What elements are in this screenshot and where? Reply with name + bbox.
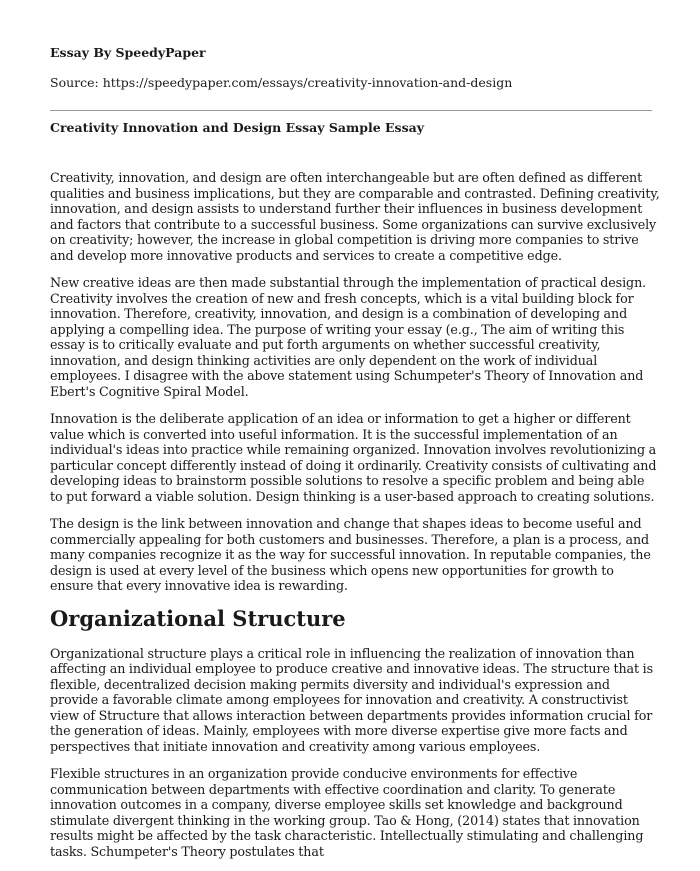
brand-title: Essay By SpeedyPaper <box>50 45 206 60</box>
paragraph: Innovation is the deliberate application of an idea or information to get a higher or different value which is converted into useful information. It is the successful implementation of an individual's ideas into practice while remaining organized. Innovation involves revolutionizing a particular concept differently instead of doing it ordinarily. Creativity consists of cultivating and developing ideas to brainstorm possible solutions to resolve a specific problem and being able to put forward a viable solution. Design thinking is a user-based approach to creating solutions. <box>50 411 657 504</box>
document-title: Creativity Innovation and Design Essay Sample Essay <box>50 120 424 135</box>
divider <box>50 110 652 111</box>
paragraph: Flexible structures in an organization provide conducive environments for effective communication between departments with effective coordination and clarity. To generate innovation outcomes in a company, diverse employee skills set knowledge and background stimulate divergent thinking in the working group. Tao & Hong, (2014) states that innovation results might be affected by the task characteristic. Intellectually stimulating and challenging tasks. Schumpeter's Theory postulates that <box>50 766 644 859</box>
source-line: Source: https://speedypaper.com/essays/creativity-innovation-and-design <box>50 75 513 90</box>
paragraph: The design is the link between innovation and change that shapes ideas to become useful and commercially appealing for both customers and businesses. Therefore, a plan is a process, and many companies recognize it as the way for successful innovation. In reputable companies, the design is used at every level of the business which opens new opportunities for growth to ensure that every innovative idea is rewarding. <box>50 516 651 593</box>
paragraph: Creativity, innovation, and design are often interchangeable but are often defined as different qualities and business implications, but they are comparable and contrasted. Defining creativity, innovation, and design assists to understand further their influences in business development and factors that contribute to a successful business. Some organizations can survive exclusively on creativity; however, the increase in global competition is driving more companies to strive and develop more innovative products and services to create a competitive edge. <box>50 170 660 263</box>
section-heading: Organizational Structure <box>50 605 346 631</box>
essay-body <box>50 170 660 871</box>
paragraph: Organizational structure plays a critical role in influencing the realization of innovation than affecting an individual employee to produce creative and innovative ideas. The structure that is flexible, decentralized decision making permits diversity and individual's expression and provide a favorable climate among employees for innovation and creativity. A constructivist view of Structure that allows interaction between departments provides information crucial for the generation of ideas. Mainly, employees with more diverse expertise give more facts and perspectives that initiate innovation and creativity among various employees. <box>50 645 654 754</box>
paragraph: New creative ideas are then made substantial through the implementation of practical design. Creativity involves the creation of new and fresh concepts, which is a vital building block for innovation. Therefore, creativity, innovation, and design is a combination of developing and applying a compelling idea. The purpose of writing your essay (e.g., The aim of writing this essay is to critically evaluate and put forth arguments on whether successful creativity, innovation, and design thinking activities are only dependent on the work of individual employees. I disagree with the above statement using Schumpeter's Theory of Innovation and Ebert's Cognitive Spiral Model. <box>50 275 647 399</box>
